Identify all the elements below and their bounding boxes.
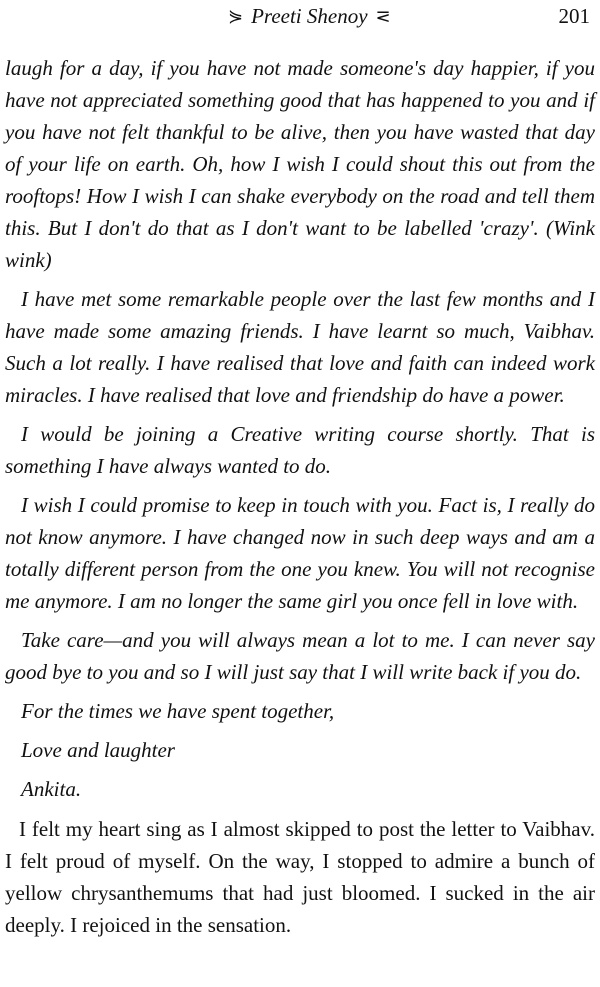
page-number: 201 bbox=[558, 4, 590, 28]
letter-signature: Ankita. bbox=[21, 777, 82, 801]
letter-paragraph: Take care—and you will always mean a lot to me. I can never say good bye to you and so I will just say that I will write back if you do. bbox=[5, 628, 595, 684]
letter-paragraph: I have met some remarkable people over the last few months and I have made some amazing friends. I have learnt so much, Vaibhav. Such a lot really. I have realised that love and faith can indeed work miracles. I have realised that love and friendship do have a power. bbox=[5, 287, 595, 407]
ornament-left: ⋟ bbox=[228, 6, 244, 26]
letter-paragraph: laugh for a day, if you have not made someone's day happier, if you have not appreciated something good that has happened to you and if you have not felt thankful to be alive, then you have wasted that day of your life on earth. Oh, how I wish I could shout this out from the rooftops! How I wish I can shake everybody on the road and tell them this. But I don't do that as I don't want to be labelled 'crazy'. (Wink wink) bbox=[5, 56, 595, 272]
letter-paragraph: I wish I could promise to keep in touch with you. Fact is, I really do not know anymore. I have changed now in such deep ways and am a totally different person from the one you knew. You will not recognise me anymore. I am no longer the same girl you once fell in love with. bbox=[5, 493, 595, 613]
narrative-paragraph: I felt my heart sing as I almost skipped to post the letter to Vaibhav. I felt proud of myself. On the way, I stopped to admire a bunch of yellow chrysanthemums that had just bloomed. I sucked in the air deeply. I rejoiced in the sensation. bbox=[5, 817, 595, 937]
running-head bbox=[228, 4, 391, 29]
closing-line: For the times we have spent together, bbox=[21, 699, 335, 723]
letter-paragraph: I would be joining a Creative writing course shortly. That is something I have always wanted to do. bbox=[5, 422, 595, 478]
letter-text bbox=[5, 52, 595, 805]
author-name: Preeti Shenoy bbox=[251, 4, 368, 28]
closing-salutation: Love and laughter bbox=[21, 738, 175, 762]
page-header bbox=[0, 4, 600, 32]
page-body bbox=[5, 52, 595, 941]
ornament-right: ⋜ bbox=[375, 6, 391, 26]
